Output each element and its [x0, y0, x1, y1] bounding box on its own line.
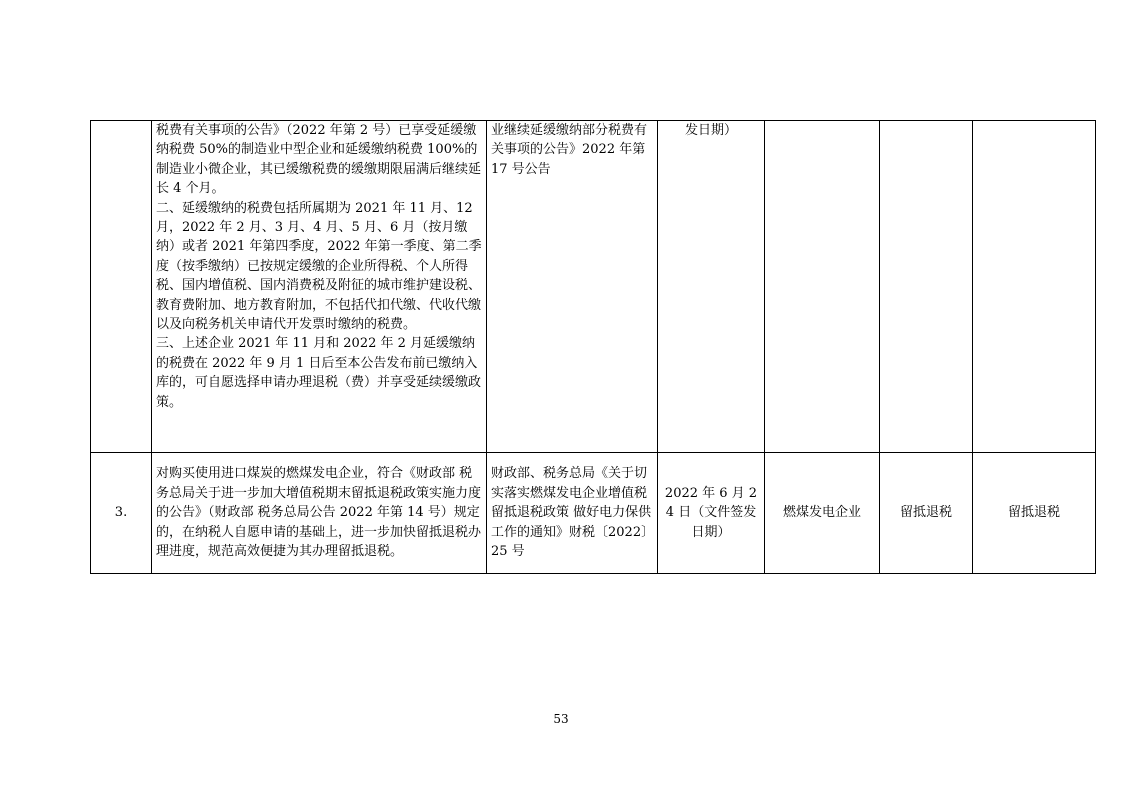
content-paragraph: 税费有关事项的公告》（2022 年第 2 号）已享受延缓缴纳税费 50%的制造业中型企业和延缓缴纳税费 100%的制造业小微企业，其已缓缴税费的缓缴期限届满后继续延长 4 个月。: [156, 123, 482, 197]
category-cell: 留抵退税: [880, 453, 973, 574]
category-cell: [880, 121, 973, 453]
content-paragraph: 二、延缓缴纳的税费包括所属期为 2021 年 11 月、12 月，2022 年 2 月、3 月、4 月、5 月、6 月（按月缴纳）或者 2021 年第四季度，2022 年第一季度、第二季度（按季缴纳）已按规定缓缴的企业所得税、个人所得税、国内增值税、国内消费税及附征的城市维护建设税、教育费附加、地方教育附加，不包括代扣代缴、代收代缴以及向税务机关申请代开发票时缴纳的税费。: [156, 200, 482, 333]
subcategory-cell: 留抵退税: [973, 453, 1096, 574]
policy-basis-cell: 财政部、税务总局《关于切实落实燃煤发电企业增值税留抵退税政策 做好电力保供工作的通知》财税〔2022〕25 号: [487, 453, 658, 574]
policy-table: [90, 120, 1096, 574]
table-row: [91, 453, 1096, 574]
policy-basis-cell: 业继续延缓缴纳部分税费有关事项的公告》2022 年第 17 号公告: [487, 121, 658, 453]
row-number-cell: [91, 121, 152, 453]
effective-date-cell: 2022 年 6 月 24 日（文件签发日期）: [658, 453, 765, 574]
policy-content-cell: 对购买使用进口煤炭的燃煤发电企业，符合《财政部 税务总局关于进一步加大增值税期末留抵退税政策实施力度的公告》（财政部 税务总局公告 2022 年第 14 号）规定的，在纳税人自愿申请的基础上，进一步加快留抵退税办理进度，规范高效便捷为其办理留抵退税。: [152, 453, 487, 574]
policy-content-cell: [152, 121, 487, 453]
content-paragraph: 三、上述企业 2021 年 11 月和 2022 年 2 月延缓缴纳的税费在 2022 年 9 月 1 日后至本公告发布前已缴纳入库的，可自愿选择申请办理退税（费）并享受延续缓缴政策。: [156, 336, 482, 410]
effective-date-cell: 发日期）: [658, 121, 765, 453]
subcategory-cell: [973, 121, 1096, 453]
subject-cell: [765, 121, 880, 453]
table-row: [91, 121, 1096, 453]
row-number-cell: 3.: [91, 453, 152, 574]
subject-cell: 燃煤发电企业: [765, 453, 880, 574]
page-number: 53: [553, 712, 569, 726]
